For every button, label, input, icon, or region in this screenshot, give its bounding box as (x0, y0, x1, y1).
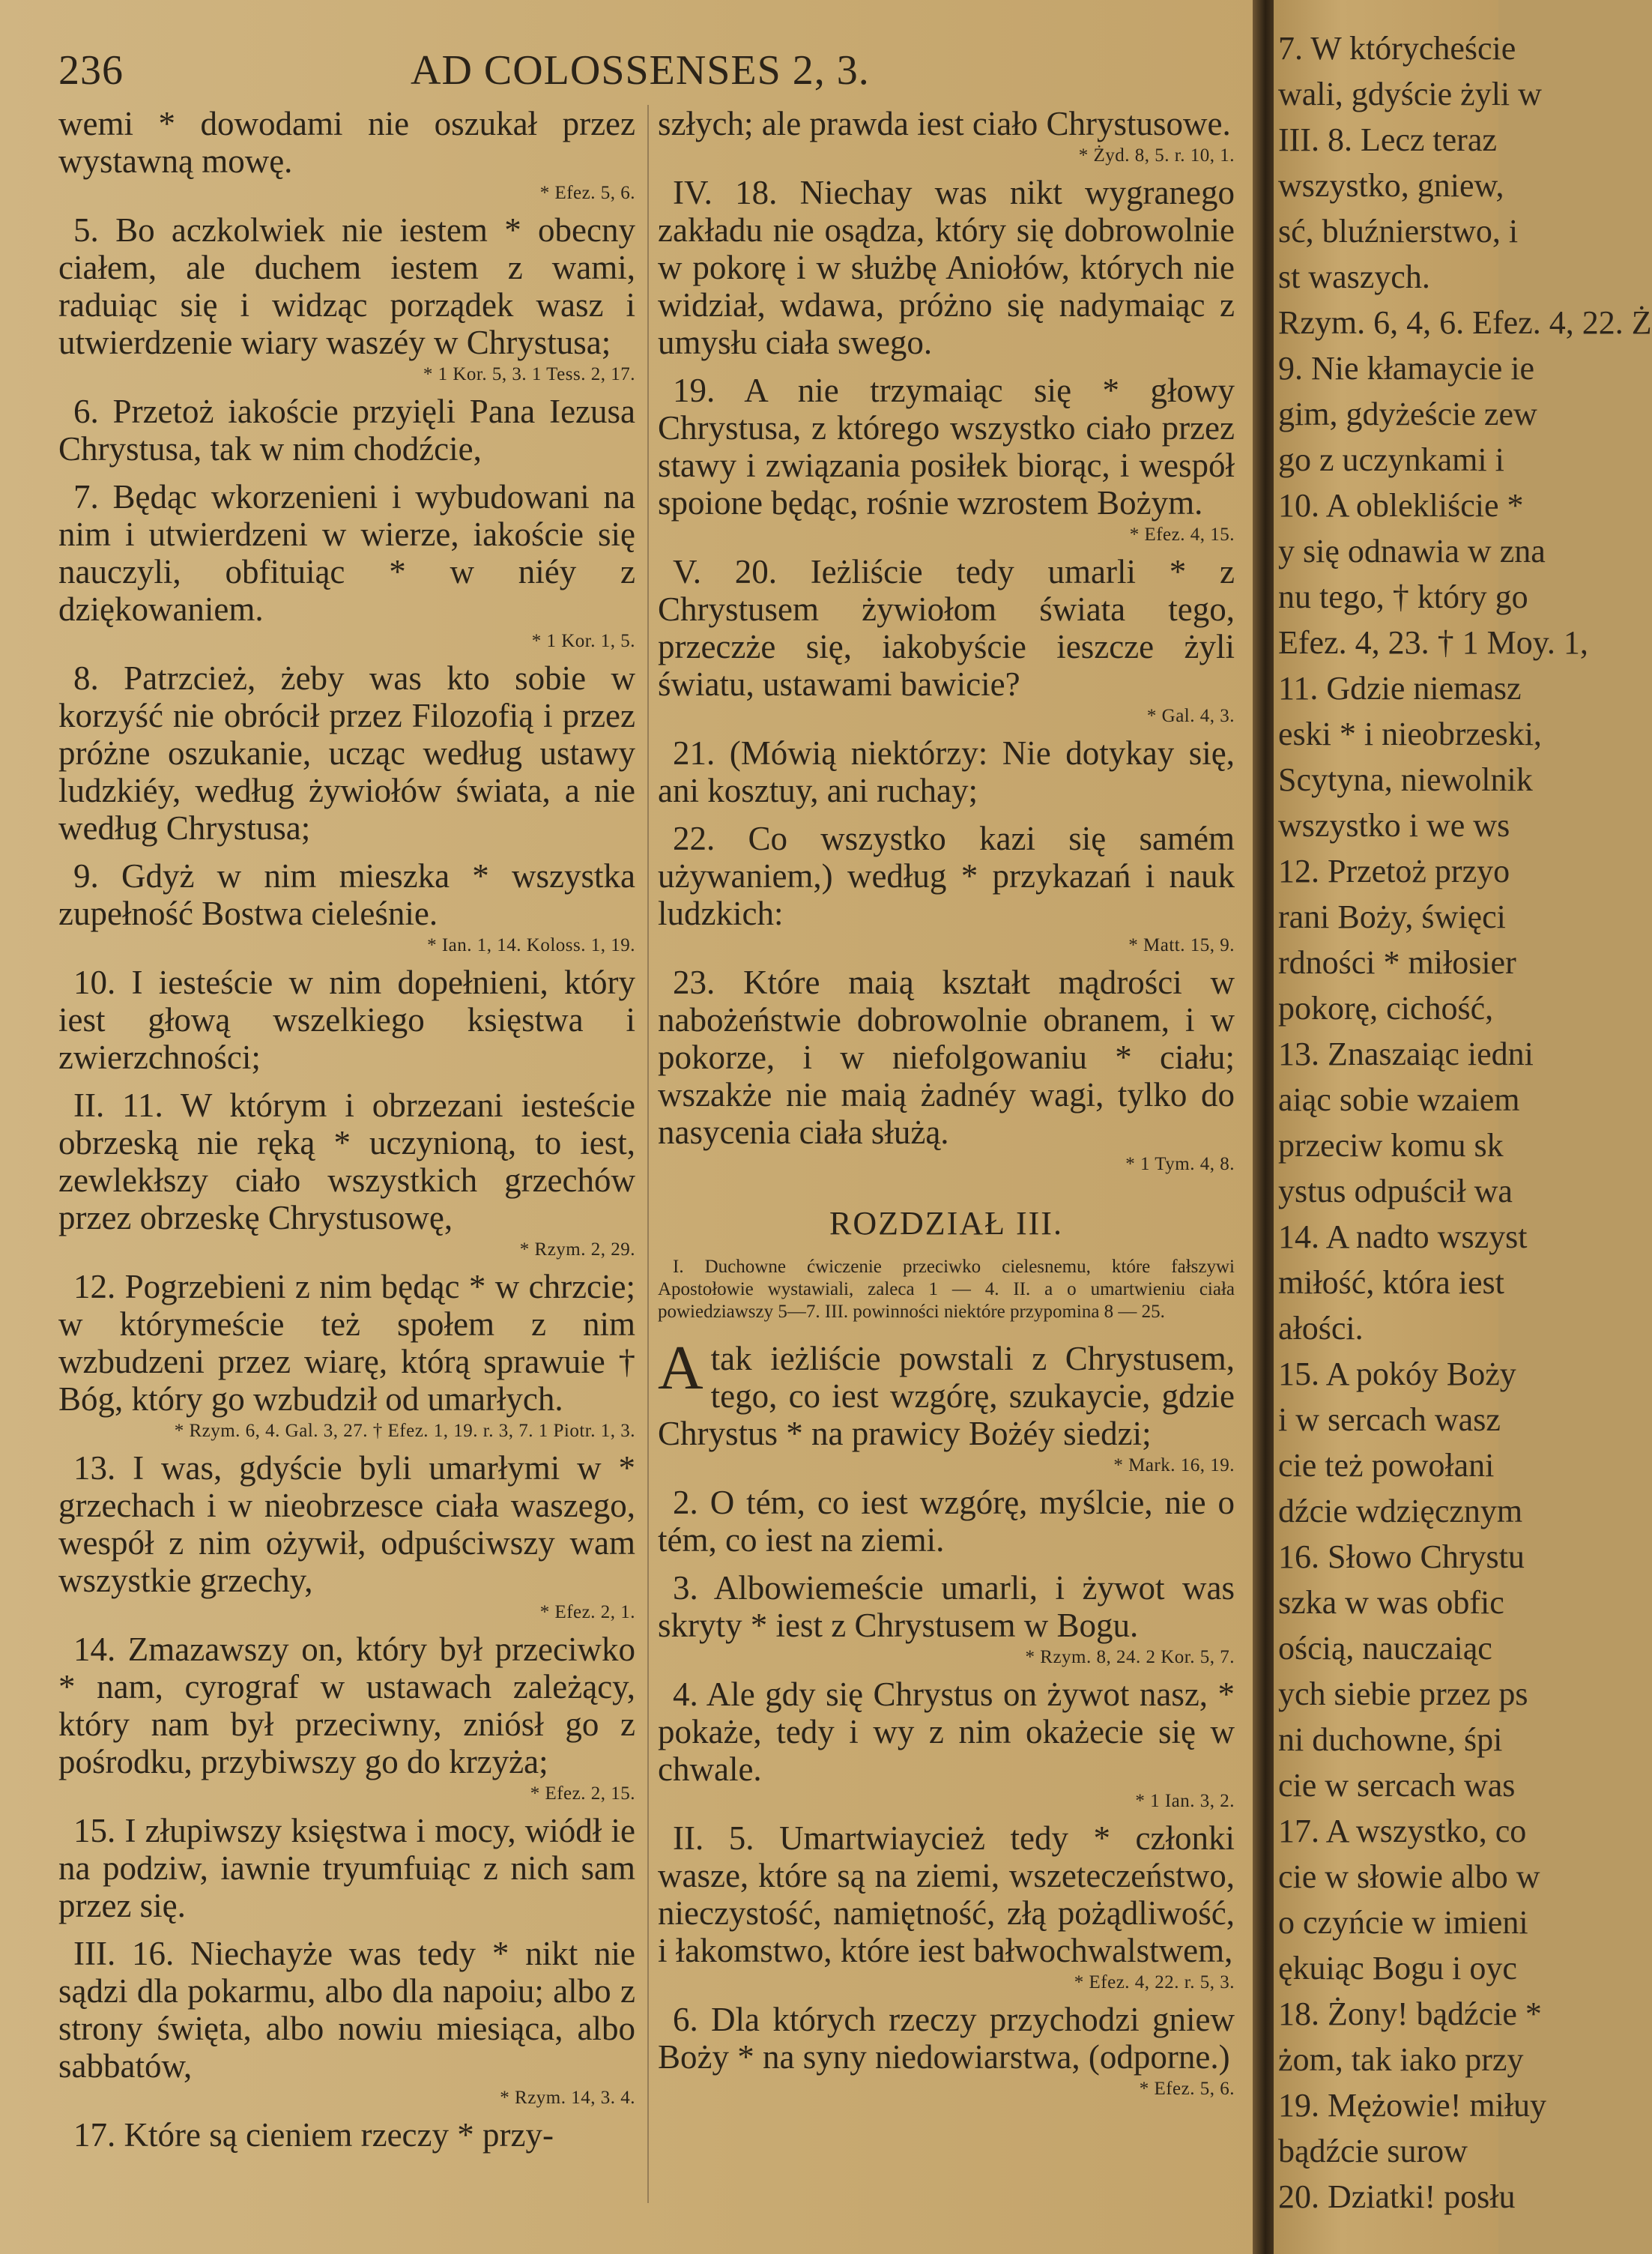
next-page-line: wszystko i we ws (1278, 807, 1510, 844)
next-page-fragment (1274, 0, 1652, 2254)
verse (58, 857, 635, 932)
verse-text: 15. I złupiwszy księstwa i mocy, wiódł ie na podziw, iawnie tryumfuiąc z nich sam przez się. (58, 1812, 635, 1924)
verse-text: V. 20. Ieżliście tedy umarli * z Chrystusem żywiołom świata tego, przeczże się, iakobyście ieszcze żyli światu, ustawami bawicie? (658, 553, 1235, 703)
verse (58, 393, 635, 468)
cross-reference: * Efez. 2, 1. (539, 1602, 635, 1622)
next-page-line: 7. W którycheście (1278, 30, 1516, 67)
verse-text: 2. O tém, co iest wzgórę, myślcie, nie o tém, co iest na ziemi. (658, 1484, 1235, 1559)
next-page-line: żom, tak iako przy (1278, 2041, 1524, 2078)
verse (58, 1631, 635, 1780)
next-page-line: 19. Mężowie! miłuy (1278, 2087, 1547, 2124)
verse (658, 105, 1235, 142)
verse (58, 2116, 635, 2154)
next-page-line: wali, gdyście żyli w (1278, 76, 1542, 112)
next-page-line: 13. Znaszaiąc iedni (1278, 1036, 1534, 1072)
column-divider (647, 105, 649, 2203)
next-page-line: 14. A nadto wszyst (1278, 1218, 1528, 1255)
verse-text: III. 16. Niechayże was tedy * nikt nie sądzi dla pokarmu, albo dla napoiu; albo z strony święta, albo nowiu miesiąca, albo sabbatów, (58, 1935, 635, 2085)
verse (658, 734, 1235, 809)
verse-text: 3. Albowiemeście umarli, i żywot was skryty * iest z Chrystusem w Bogu. (658, 1569, 1235, 1644)
verse-text: 19. A nie trzymaiąc się * głowy Chrystusa, z którego wszystko ciało przez stawy i związania posiłek biorąc, i wespół spoione będąc, rośnie wzrostem Bożym. (658, 372, 1235, 522)
cross-reference: * Efez. 2, 15. (530, 1783, 635, 1804)
next-page-line: ystus odpuścił wa (1278, 1173, 1513, 1209)
page-header (58, 46, 1242, 99)
next-page-line: cie w sercach was (1278, 1767, 1516, 1804)
drop-cap: A (658, 1333, 704, 1403)
next-page-line: dźcie wdzięcznym (1278, 1493, 1523, 1529)
cross-reference: * Gal. 4, 3. (1146, 706, 1235, 726)
next-page-line: 17. A wszystko, co (1278, 1813, 1527, 1849)
next-page-line: ością, nauczaiąc (1278, 1630, 1492, 1667)
verse (658, 820, 1235, 932)
next-page-line: i w sercach wasz (1278, 1401, 1501, 1438)
running-title: AD COLOSSENSES 2, 3. (411, 47, 870, 94)
verse (58, 1935, 635, 2085)
verse (658, 1484, 1235, 1559)
verse (658, 2001, 1235, 2076)
next-page-line: sć, bluźnierstwo, i (1278, 213, 1519, 250)
chapter-title: ROZDZIAŁ III. (829, 1205, 1063, 1242)
next-page-line: bądźcie surow (1278, 2133, 1468, 2169)
next-page-line: 20. Dziatki! posłu (1278, 2178, 1516, 2215)
verse (658, 174, 1235, 361)
cross-reference: * Rzym. 6, 4. Gal. 3, 27. † Efez. 1, 19. r. 3, 7. 1 Piotr. 1, 3. (174, 1421, 635, 1441)
cross-reference: * Efez. 5, 6. (1139, 2079, 1235, 2099)
next-page-line: przeciw komu sk (1278, 1127, 1504, 1164)
next-page-line: eski * i nieobrzeski, (1278, 716, 1542, 752)
cross-reference: * Ian. 1, 14. Koloss. 1, 19. (427, 935, 635, 955)
next-page-line: ni duchowne, śpi (1278, 1721, 1503, 1758)
cross-reference: * Żyd. 8, 5. r. 10, 1. (1078, 145, 1235, 166)
verse (58, 105, 635, 180)
verse (658, 1333, 1235, 1452)
verse (58, 478, 635, 628)
next-page-line: Scytyna, niewolnik (1278, 761, 1533, 798)
verse-text: 6. Dla których rzeczy przychodzi gniew Boży * na syny niedowiarstwa, (odporne.) (658, 2001, 1235, 2076)
right-column (658, 105, 1235, 2107)
next-page-line: rani Boży, święci (1278, 898, 1506, 935)
cross-reference: * Rzym. 2, 29. (519, 1239, 635, 1260)
verse-text: 8. Patrzcież, żeby was kto sobie w korzyść nie obrócił przez Filozofią i przez próżne oszukanie, ucząc według ustawy ludzkiéy, według żywiołów świata, a nie według Chrystusa; (58, 659, 635, 847)
next-page-line: 16. Słowo Chrystu (1278, 1538, 1525, 1575)
verse (58, 964, 635, 1076)
cross-reference: * Mark. 16, 19. (1113, 1455, 1235, 1475)
right-column-top (658, 105, 1235, 1178)
next-page-line: cie w słowie albo w (1278, 1858, 1540, 1895)
verse-text: tak ieżliście powstali z Chrystusem, tego, co iest wzgórę, szukaycie, gdzie Chrystus * na prawicy Bożéy siedzi; (658, 1340, 1235, 1452)
verse (658, 553, 1235, 703)
cross-reference: * 1 Kor. 5, 3. 1 Tess. 2, 17. (423, 364, 635, 384)
verse-text: 5. Bo aczkolwiek nie iestem * obecny ciałem, ale duchem iestem z wami, raduiąc się i widząc porządek wasz i utwierdzenie wiary waszéy w Chrystusa; (58, 211, 635, 361)
verse (658, 372, 1235, 522)
next-page-line: st waszych. (1278, 259, 1430, 295)
verse-text: 6. Przetoż iakoście przyięli Pana Iezusa Chrystusa, tak w nim chodźcie, (58, 393, 635, 468)
verse (58, 1087, 635, 1236)
next-page-line: 12. Przetoż przyo (1278, 853, 1510, 889)
chapter-summary: I. Duchowne ćwiczenie przeciwko cielesnemu, które fałszywi Apostołowie wystawiali, zaleca 1 — 4. II. a o umartwieniu ciała powiedziawszy 5—7. III. powinności niektóre przypomina 8 — 25. (658, 1257, 1235, 1322)
next-page-line: Rzym. 6, 4, 6. Efez. 4, 22. Ż (1278, 304, 1652, 341)
verse-text: 14. Zmazawszy on, który był przeciwko * nam, cyrograf w ustawach zależący, który nam był przeciwny, zniósł go z pośrodku, przybiwszy go do krzyża; (58, 1631, 635, 1780)
next-page-line: pokorę, cichość, (1278, 990, 1494, 1027)
cross-reference: * 1 Ian. 3, 2. (1135, 1791, 1235, 1811)
verse-text: 21. (Mówią niektórzy: Nie dotykay się, ani kosztuy, ani ruchay; (658, 734, 1235, 809)
verse-text: 23. Które maią kształt mądrości w nabożeństwie dobrowolnie obranem, i w pokorze, i w niefolgowaniu * ciału; wszakże nie maią żadnéy wagi, tylko do nasycenia ciała służą. (658, 964, 1235, 1151)
next-page-line: rdności * miłosier (1278, 944, 1516, 981)
verse (658, 1676, 1235, 1788)
verse (58, 211, 635, 361)
cross-reference: * 1 Tym. 4, 8. (1125, 1154, 1235, 1174)
verse (58, 1268, 635, 1418)
verse-text: 4. Ale gdy się Chrystus on żywot nasz, * pokaże, tedy i wy z nim okażecie się w chwale. (658, 1676, 1235, 1788)
cross-reference: * Matt. 15, 9. (1128, 935, 1235, 955)
verse (658, 1569, 1235, 1644)
next-page-line: 9. Nie kłamaycie ie (1278, 350, 1535, 387)
verse (58, 1812, 635, 1924)
verse-text: 17. Które są cieniem rzeczy * przy- (73, 2116, 554, 2154)
next-page-line: wszystko, gniew, (1278, 167, 1504, 204)
right-column-bottom (658, 1333, 1235, 2103)
verse-text: 12. Pogrzebieni z nim będąc * w chrzcie; w którymeście też społem z nim wzbudzeni przez wiarę, którą sprawuie † Bóg, który go wzbudził od umarłych. (58, 1268, 635, 1418)
next-page-line: aiąc sobie wzaiem (1278, 1081, 1520, 1118)
next-page-line: cie też powołani (1278, 1447, 1495, 1484)
next-page-line: III. 8. Lecz teraz (1278, 121, 1497, 158)
verse-text: IV. 18. Niechay was nikt wygranego zakładu nie osądza, który się dobrowolnie w pokorę i w służbę Aniołów, których nie widział, wdawa, próżno się nadymaiąc z umysłu ciała swego. (658, 174, 1235, 361)
verse-text: II. 11. W którym i obrzezani iesteście obrzeską nie ręką * uczynioną, to iest, zewlekłszy ciało wszystkich grzechów przez obrzeskę Chrystusowę, (58, 1087, 635, 1236)
next-page-line: ych siebie przez ps (1278, 1676, 1528, 1712)
next-page-line: 18. Żony! bądźcie * (1278, 1995, 1542, 2032)
next-page-line: szka w was obfic (1278, 1584, 1504, 1621)
next-page-line: y się odnawia w zna (1278, 533, 1546, 569)
cross-reference: * 1 Kor. 1, 5. (531, 631, 635, 651)
verse (658, 964, 1235, 1151)
cross-reference: * Rzym. 14, 3. 4. (500, 2088, 635, 2108)
verse (658, 1819, 1235, 1969)
next-page-line: o czyńcie w imieni (1278, 1904, 1528, 1941)
page-number: 236 (58, 47, 124, 94)
verse-text: 22. Co wszystko kazi się samém używaniem,) według * przykazań i nauk ludzkich: (658, 820, 1235, 932)
next-page-line: 15. A pokóy Boży (1278, 1356, 1516, 1392)
verse-text: 10. I iesteście w nim dopełnieni, który iest głową wszelkiego księstwa i zwierzchności; (58, 964, 635, 1076)
cross-reference: * Rzym. 8, 24. 2 Kor. 5, 7. (1025, 1647, 1235, 1667)
verse-text: 9. Gdyż w nim mieszka * wszystka zupełność Bostwa cieleśnie. (58, 857, 635, 932)
next-page-line: Efez. 4, 23. † 1 Moy. 1, (1278, 624, 1588, 661)
next-page-line: miłość, która iest (1278, 1264, 1504, 1301)
verse-text: 7. Będąc wkorzenieni i wybudowani na nim i utwierdzeni w wierze, iakoście się nauczyli, obfituiąc * w niéy z dziękowaniem. (58, 478, 635, 628)
verse-text: II. 5. Umartwiaycież tedy * członki wasze, które są na ziemi, wszeteczeństwo, nieczystość, namiętność, złą pożądliwość, i łakomstwo, które iest bałwochwalstwem, (658, 1819, 1235, 1969)
verse (58, 1449, 635, 1599)
verse (58, 659, 635, 847)
next-page-line: ałości. (1278, 1310, 1364, 1347)
next-page-line: 10. A oblekliście * (1278, 487, 1524, 524)
verse-text: wemi * dowodami nie oszukał przez wystawną mowę. (58, 105, 635, 180)
cross-reference: * Efez. 4, 22. r. 5, 3. (1074, 1972, 1235, 1992)
verse-text: szłych; ale prawda iest ciało Chrystusowe. (658, 105, 1231, 142)
next-page-line: go z uczynkami i (1278, 441, 1504, 478)
cross-reference: * Efez. 5, 6. (539, 183, 635, 203)
next-page-line: ękuiąc Bogu i oyc (1278, 1950, 1517, 1986)
verse-text: 13. I was, gdyście byli umarłymi w * grzechach i w nieobrzesce ciała waszego, wespół z nim ożywił, odpuściwszy wam wszystkie grzechy, (58, 1449, 635, 1599)
next-page-line: 11. Gdzie niemasz (1278, 670, 1522, 707)
next-page-line: nu tego, † który go (1278, 578, 1528, 615)
left-column (58, 105, 635, 2164)
cross-reference: * Efez. 4, 15. (1129, 525, 1235, 545)
next-page-line: gim, gdyżeście zew (1278, 396, 1537, 432)
